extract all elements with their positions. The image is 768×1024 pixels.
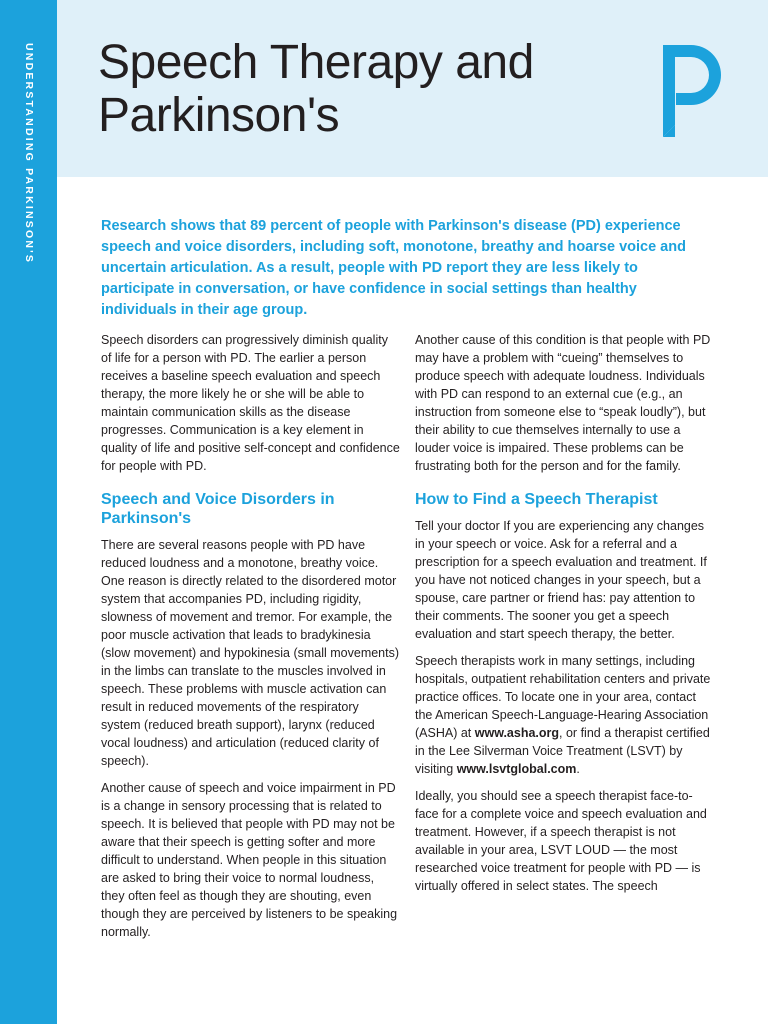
section-heading-speech-voice-disorders: Speech and Voice Disorders in Parkinson's <box>101 491 335 527</box>
left-paragraph-2: There are several reasons people with PD have reduced loudness and a monotone, breathy voice. One reason is directly related to the disordered motor system that accompanies PD, including rigidity, slowness of movement and tremor. For example, the poor muscle activation that leads to bradykinesia (slow movement) and hypokinesia (small movements) in the limbs can translate to the muscles involved in speech. These problems with muscle activation can result in reduced movements of the respiratory system (reduced breath support), larynx (reduced vocal loudness) and articulation (reduced clarity of speech). <box>101 538 400 768</box>
intro-paragraph: Research shows that 89 percent of people with Parkinson's disease (PD) experience speech and voice disorders, including soft, monotone, breathy and hoarse voice and uncertain articulation. As a result, people with PD report they are less likely to participate in conversation, or have confidence in social settings than healthy individuals in their age group. <box>101 218 686 318</box>
sidebar-label: UNDERSTANDING PARKINSON'S <box>23 43 35 265</box>
title-line-1: Speech Therapy and <box>98 36 534 89</box>
right-paragraph-2: Tell your doctor If you are experiencing any changes in your speech or voice. Ask for a referral and a prescription for a speech evaluation and treatment. If you have not noticed changes in your speech, but a spouse, care partner or friend has: pay attention to their comments. The sooner you get a speech evaluation and start speech therapy, the better. <box>415 519 707 641</box>
p3-text-1: Speech therapists work in many settings, including hospitals, outpatient rehabilitation centers and private practice offices. To locate one in your area, contact the American Speech-Language-Hearing Association (ASHA) at <box>415 654 711 740</box>
p3-text-2: , or find a therapist certified in the Lee Silverman Voice Treatment (LSVT) by visiting <box>415 726 710 776</box>
asha-link[interactable]: www.asha.org <box>474 726 560 740</box>
right-column <box>415 331 715 904</box>
right-paragraph-1: Another cause of this condition is that people with PD may have a problem with “cueing” themselves to produce speech with adequate loudness. Individuals with PD can respond to an external cue (e.g., an instruction from someone else to “speak loudly”), but their ability to cue themselves internally to use a louder voice is impaired. These problems can be frustrating both for the person and for the family. <box>415 333 711 473</box>
right-paragraph-3 <box>415 652 715 778</box>
p3-text-3: . <box>576 762 580 776</box>
parkinsons-p-logo-icon <box>661 43 723 139</box>
header-band <box>57 0 768 177</box>
right-paragraph-4: Ideally, you should see a speech therapist face-to-face for a complete voice and speech evaluation and treatment. However, if a speech therapist is not available in your area, LSVT LOUD — the most researched voice treatment for people with PD — is virtually offered in select states. The speech <box>415 789 707 893</box>
page-title <box>98 36 534 142</box>
sidebar <box>0 0 57 1024</box>
left-paragraph-3: Another cause of speech and voice impairment in PD is a change in sensory processing that is related to speech. It is believed that people with PD may not be aware that their speech is getting softer and more difficult to understand. When people in this situation are asked to bring their voice to normal loudness, they often feel as though they are shouting, even though they are perceived by listeners to be speaking normally. <box>101 781 398 939</box>
left-column <box>101 331 401 950</box>
left-paragraph-1: Speech disorders can progressively diminish quality of life for a person with PD. The earlier a person receives a baseline speech evaluation and speech therapy, the more likely he or she will be able to maintain communication skills as the disease progresses. Communication is a key element in quality of life and positive self-concept and confidence for people with PD. <box>101 333 400 473</box>
section-heading-find-speech-therapist: How to Find a Speech Therapist <box>415 491 658 508</box>
lsvt-link[interactable]: www.lsvtglobal.com <box>456 762 577 776</box>
title-line-2: Parkinson's <box>98 89 340 142</box>
